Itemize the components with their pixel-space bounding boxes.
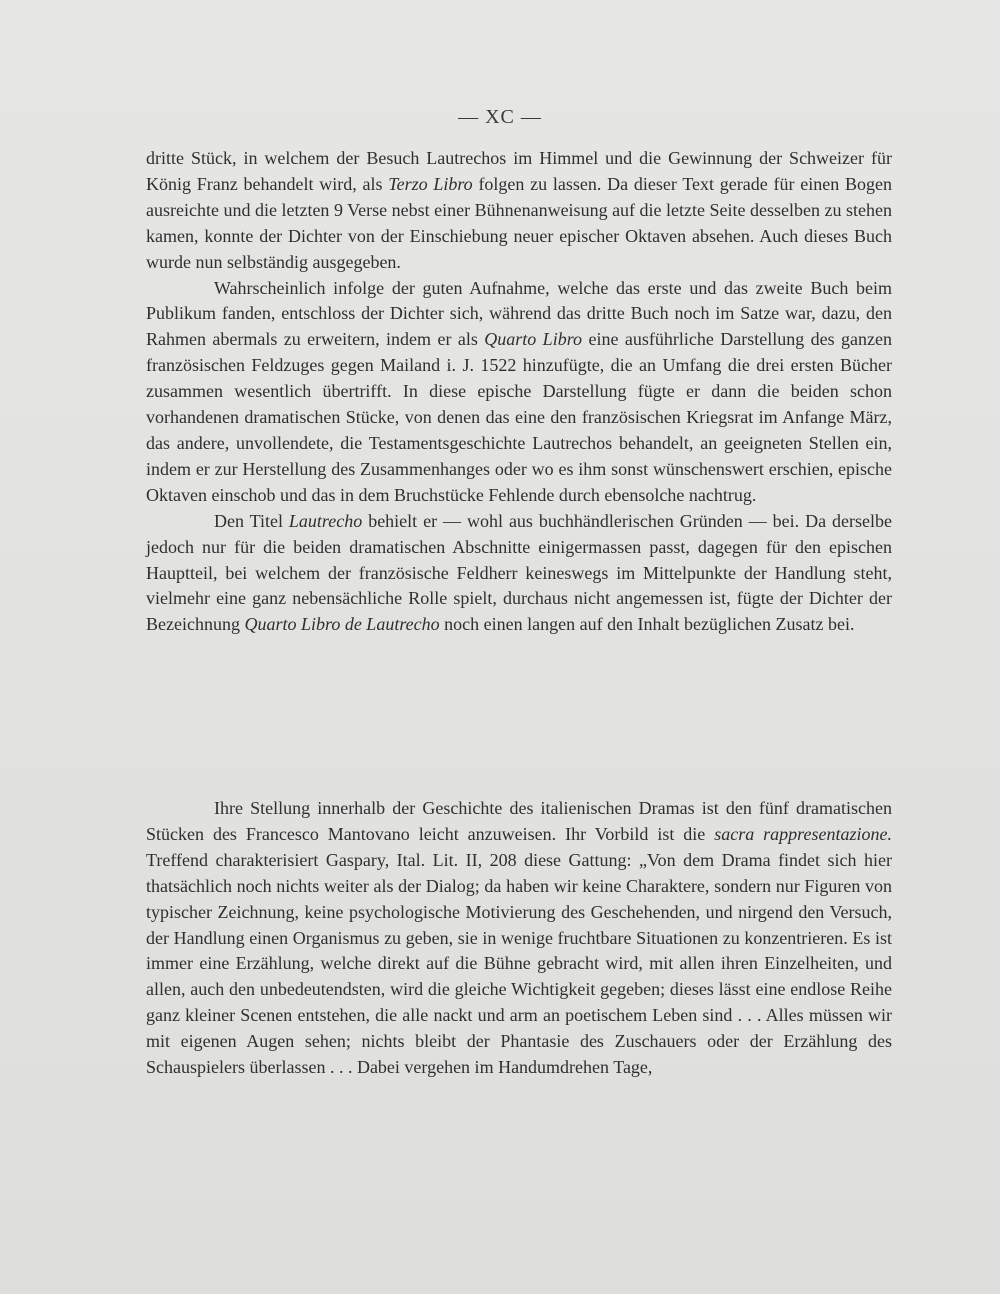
text-section-2 [146, 796, 892, 1081]
text-run: dritte Stück, in welchem der Besuch Lautrechos im Himmel und die Gewinnung der Schweizer für König Franz behandelt wird, als [146, 148, 892, 194]
italic-title: Lautrecho [288, 510, 363, 531]
paragraph [146, 276, 892, 509]
italic-title: Quarto Libro de Lautrecho [244, 614, 440, 635]
text-section-1 [146, 146, 892, 638]
text-run: Treffend charakterisiert Gaspary, Ital. Lit. II, 208 diese Gattung: „Von dem Drama findet sich hier thatsächlich noch nichts weiter als der Dialog; da haben wir keine Charaktere, sondern nur Figuren von typischer Zeichnung, keine psychologische Motivierung des Geschehenden, und nirgend den Versuch, der Handlung einen Organismus zu geben, sie in wenige fruchtbare Situationen zu konzentrieren. Es ist immer eine Erzählung, welche direkt auf die Bühne gebracht wird, mit allen ihren Einzelheiten, und allen, auch den unbedeutendsten, wird die gleiche Wichtigkeit gegeben; dieses lässt eine endlose Reihe ganz kleiner Scenen entstehen, die alle nackt und arm an poetischem Leben sind . . . Alles müssen wir mit eigenen Augen sehen; nichts bleibt der Phantasie des Zuschauers oder der Erzählung des Schauspielers überlassen . . . Dabei vergehen im Handumdrehen Tage, [146, 849, 892, 1078]
paragraph [146, 509, 892, 639]
italic-title: Quarto Libro [484, 329, 583, 350]
text-run: behielt er — wohl aus buchhändlerischen Gründen — bei. Da derselbe jedoch nur für die beiden dramatischen Abschnitte einigermassen passt, dagegen für den epischen Hauptteil, bei welchem der französische Feldherr keineswegs im Mittelpunkte der Handlung steht, vielmehr eine ganz nebensächliche Rolle spielt, durchaus nicht angemessen ist, fügte der Dichter der Bezeichnung [146, 510, 892, 635]
italic-term: sacra rappresentazione. [714, 823, 892, 844]
text-run: eine ausführliche Darstellung des ganzen französischen Feldzuges gegen Mailand i. J. 1522 hinzufügte, die an Umfang die drei ersten Bücher zusammen wesentlich übertrifft. In diese epische Darstellung fügte er dann die beiden schon vorhandenen dramatischen Stücke, von denen das eine den französischen Kriegsrat im Anfange März, das andere, unvollendete, die Testamentsgeschichte Lautrechos behandelt, an geeigneten Stellen ein, indem er zur Herstellung des Zusammenhanges oder wo es ihm sonst wünschenswert erschien, epische Oktaven einschob und das in dem Bruchstücke Fehlende durch ebensolche nachtrug. [146, 329, 892, 505]
text-run: Ihre Stellung innerhalb der Geschichte des italienischen Dramas ist den fünf dramatischen Stücken des Francesco Mantovano leicht anzuweisen. Ihr Vorbild ist die [146, 798, 892, 844]
paragraph-continuation [146, 146, 892, 276]
text-run: Den Titel [214, 510, 289, 531]
page-number: — XC — [458, 106, 542, 128]
italic-title: Terzo Libro [388, 173, 473, 194]
text-run: Wahrscheinlich infolge der guten Aufnahme, welche das erste und das zweite Buch beim Publikum fanden, entschloss der Dichter sich, während das dritte Buch noch im Satze war, dazu, den Rahmen abermals zu erweitern, indem er als [146, 277, 892, 350]
text-run: noch einen langen auf den Inhalt bezüglichen Zusatz bei. [439, 614, 855, 635]
text-run: folgen zu lassen. Da dieser Text gerade für einen Bogen ausreichte und die letzten 9 Verse nebst einer Bühnenanweisung auf die letzte Seite desselben zu stehen kamen, konnte der Dichter von der Einschiebung neuer epischer Oktaven absehen. Auch dieses Buch wurde nun selbständig ausgegeben. [146, 173, 892, 272]
paragraph [146, 796, 892, 1081]
